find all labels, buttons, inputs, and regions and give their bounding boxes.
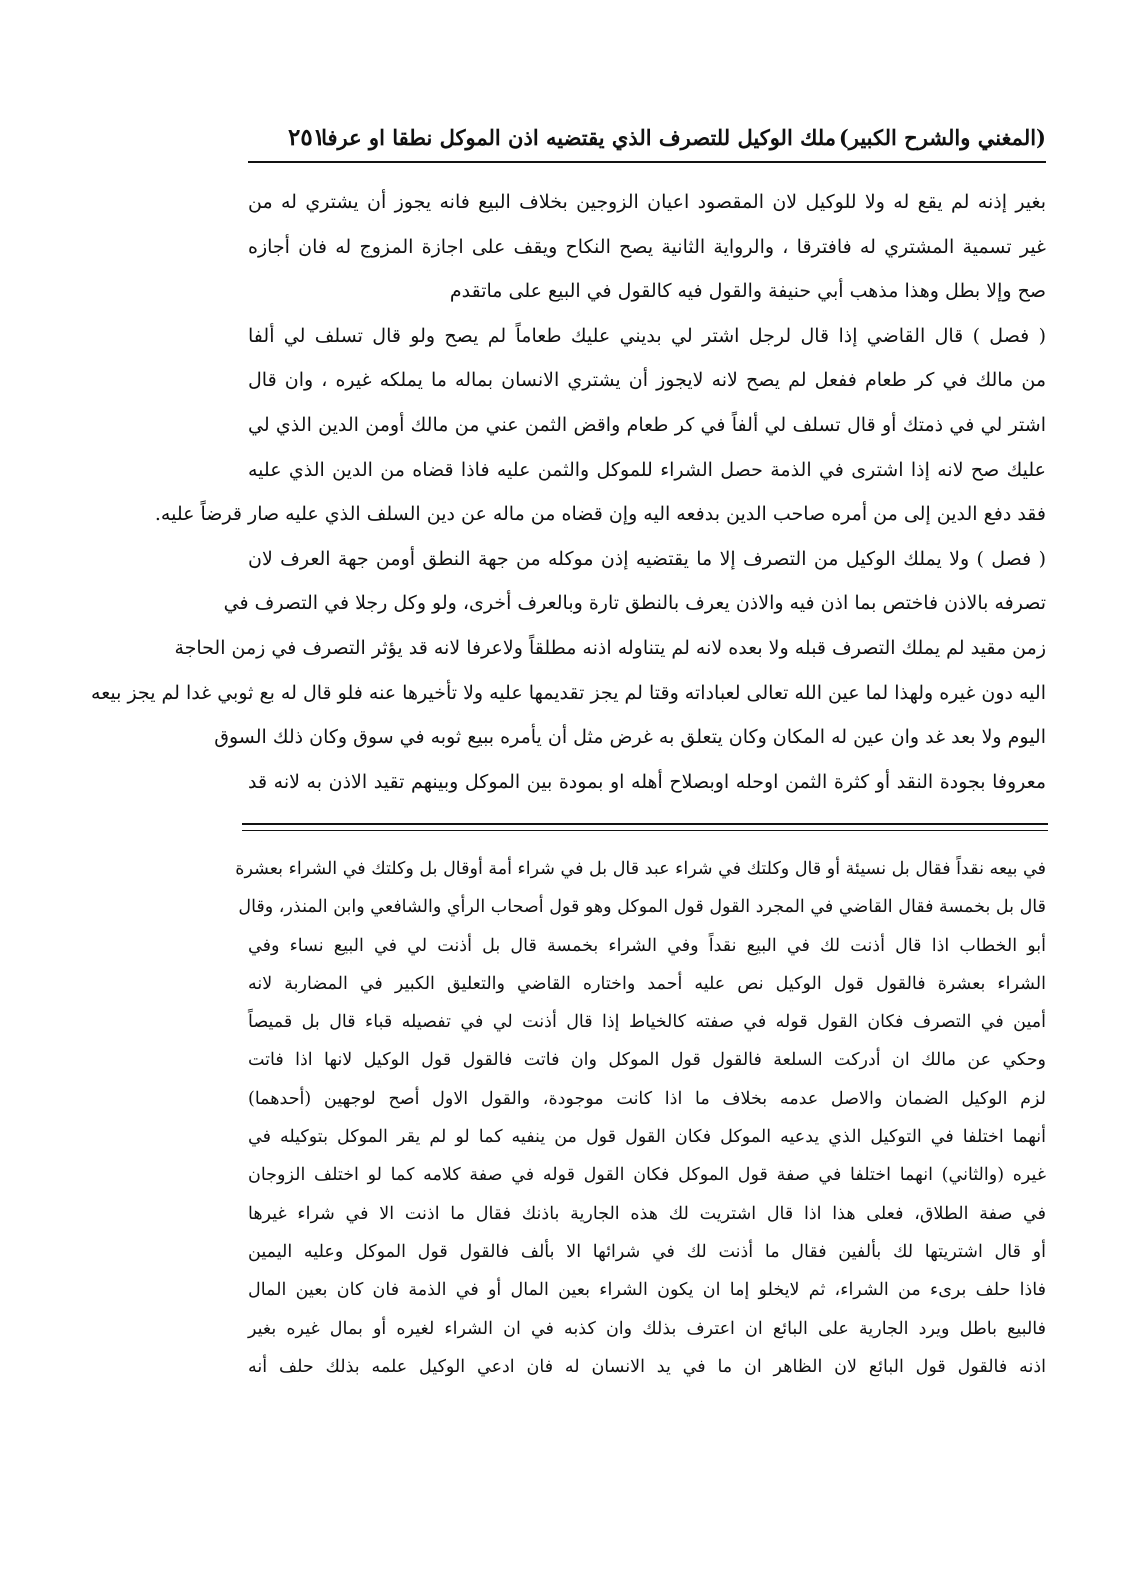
section-divider bbox=[242, 823, 1048, 825]
text-line: تصرفه بالاذن فاختص بما اذن فيه والاذن يعرف بالنطق تارة وبالعرف أخرى، ولو وكل رجلا في التصرف في bbox=[223, 592, 1046, 615]
text-line: اشتر لي في ذمتك أو قال تسلف لي ألفاً في كر طعام واقض الثمن عني من مالك أومن الدين الذي لي bbox=[248, 413, 1046, 436]
text-line: ( فصل ) قال القاضي إذا قال لرجل اشتر لي بديني عليك طعاماً لم يصح ولو قال تسلف لي ألفا bbox=[248, 324, 1046, 347]
section-divider-thin bbox=[242, 830, 1048, 831]
text-line: اليوم ولا بعد غد وان عين له المكان وكان يتعلق به غرض مثل أن يأمره ببيع ثوبه في سوق وكان ذلك السوق bbox=[214, 726, 1046, 749]
page-header bbox=[248, 118, 1046, 158]
text-line: من مالك في كر طعام ففعل لم يصح لانه لايجوز أن يشتري الانسان بماله ما يملكه غيره ، وان قال bbox=[248, 369, 1046, 392]
header-rule bbox=[248, 161, 1046, 163]
text-line: زمن مقيد لم يملك التصرف قبله ولا بعده لانه لم يتناوله اذنه مطلقاً ولاعرفا لانه قد يؤثر التصرف في زمن الحاجة bbox=[174, 636, 1046, 659]
text-line: في بيعه نقداً فقال بل نسيئة أو قال وكلتك في شراء عبد قال بل في شراء أمة أوقال بل وكلتك في الشراء بعشرة bbox=[235, 859, 1046, 879]
text-line: غيره (والثاني) انهما اختلفا في صفة قول الموكل فكان القول قوله في صفة كلامه كما لو اختلف الزوجان bbox=[248, 1165, 1046, 1186]
text-line: لزم الوكيل الضمان والاصل عدمه بخلاف ما اذا كانت موجودة، والقول الاول أصح لوجهين (أحدهما) bbox=[248, 1088, 1046, 1109]
text-line: اذنه فالقول قول البائع لان الظاهر ان ما في يد الانسان له فان ادعي الوكيل علمه بذلك حلف أنه bbox=[248, 1356, 1046, 1377]
text-line: فقد دفع الدين إلى من أمره صاحب الدين بدفعه اليه وإن قضاه من ماله عن دين السلف الذي عليه صار قرضاً عليه. bbox=[154, 503, 1046, 526]
text-line: اليه دون غيره ولهذا لما عين الله تعالى لعباداته وقتا لم يجز تقديمها عليه ولا تأخيرها عنه فلو قال له بع ثوبي غدا لم يجز بيعه bbox=[91, 681, 1046, 704]
text-line: عليك صح لانه إذا اشترى في الذمة حصل الشراء للموكل والثمن عليه فاذا قضاه من الدين الذي عليه bbox=[248, 458, 1046, 481]
text-line: فالبيع باطل ويرد الجارية على البائع ان اعترف بذلك وان كذبه في ان الشراء لغيره أو بمال غيره بغير bbox=[248, 1318, 1046, 1339]
text-line: ( فصل ) ولا يملك الوكيل من التصرف إلا ما يقتضيه إذن موكله من جهة النطق أومن جهة العرف لان bbox=[248, 547, 1046, 570]
commentary-text bbox=[235, 850, 1046, 1386]
text-line: قال بل بخمسة فقال القاضي في المجرد القول قول الموكل وهو قول أصحاب الرأي والشافعي وابن المنذر، وقال bbox=[238, 897, 1046, 918]
book-title: (المغني والشرح الكبير) bbox=[838, 125, 1046, 150]
text-line: أمين في التصرف فكان القول قوله في صفته كالخياط إذا قال أذنت لي في تفصيله قباء قال بل قميصاً bbox=[248, 1012, 1046, 1033]
text-line: في صفة الطلاق، فعلى هذا اذا قال اشتريت لك هذه الجارية باذنك فقال ما اذنت الا في شراء غيرها bbox=[248, 1203, 1046, 1224]
chapter-title: ملك الوكيل للتصرف الذي يقتضيه اذن الموكل نطقا او عرفا bbox=[321, 125, 836, 150]
page-number: ٢٥١ bbox=[288, 124, 326, 151]
text-line: معروفا بجودة النقد أو كثرة الثمن اوحله اوبصلاح أهله او بمودة بين الموكل وبينهم تقيد الاذن به لانه قد bbox=[248, 770, 1046, 793]
text-line: أو قال اشتريتها لك بألفين فقال ما أذنت لك في شرائها الا بألف فالقول قول الموكل وعليه اليمين bbox=[248, 1241, 1046, 1262]
text-line: صح وإلا بطل وهذا مذهب أبي حنيفة والقول فيه كالقول في البيع على ماتقدم bbox=[449, 280, 1046, 303]
text-line: أنهما اختلفا في التوكيل الذي يدعيه الموكل فكان القول قول من ينفيه كما لو لم يقر الموكل بتوكيله في bbox=[248, 1127, 1046, 1148]
main-text bbox=[91, 180, 1046, 804]
text-line: وحكي عن مالك ان أدركت السلعة فالقول قول الموكل وان فاتت فالقول قول الوكيل لانها اذا فاتت bbox=[248, 1050, 1046, 1071]
text-line: الشراء بعشرة فالقول قول الوكيل نص عليه أحمد واختاره القاضي والتعليق الكبير في المضاربة لانه bbox=[248, 973, 1046, 994]
text-line: فاذا حلف برىء من الشراء، ثم لايخلو إما ان يكون الشراء بعين المال أو في الذمة فان كان بعين المال bbox=[248, 1280, 1046, 1301]
text-line: أبو الخطاب اذا قال أذنت لك في البيع نقداً وفي الشراء بخمسة قال بل أذنت لي في البيع نساء وفي bbox=[248, 935, 1046, 956]
text-line: غير تسمية المشتري له فافترقا ، والرواية الثانية يصح النكاح ويقف على اجازة المزوج له فان أجازه bbox=[248, 235, 1046, 258]
text-line: بغير إذنه لم يقع له ولا للوكيل لان المقصود اعيان الزوجين بخلاف البيع فانه يجوز أن يشتري له من bbox=[248, 191, 1046, 213]
